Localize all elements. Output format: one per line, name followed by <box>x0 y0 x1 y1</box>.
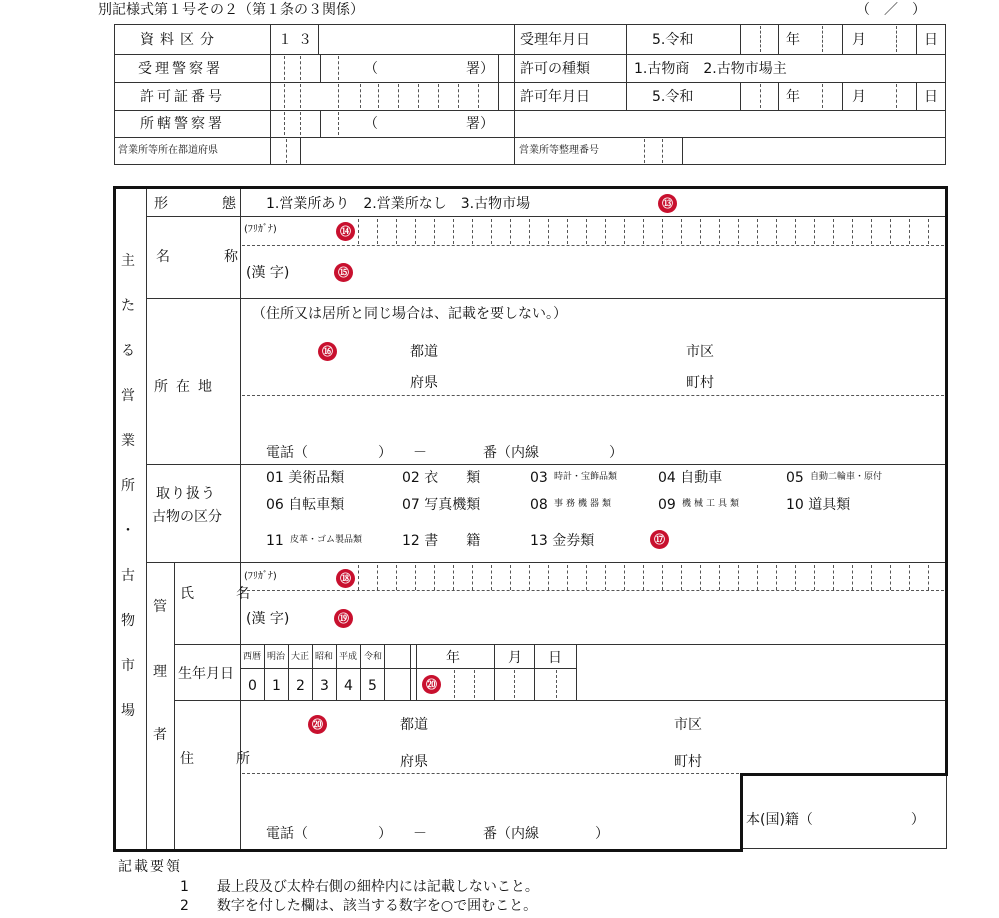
furigana-box-divider <box>624 219 625 244</box>
furigana-box-divider <box>681 565 682 590</box>
shozaichi-tel: 電話（ ） － 番（内線 ） <box>266 445 623 461</box>
furigana-box-divider <box>738 219 739 244</box>
notes-heading: 記載要領 <box>118 859 182 875</box>
furigana-box-divider <box>833 219 834 244</box>
furigana-box-divider <box>795 565 796 590</box>
furigana-box-divider <box>757 565 758 590</box>
shozaichi-todo: 都道 <box>410 344 438 360</box>
furigana-box-divider <box>776 565 777 590</box>
shiryo-kubun-label: 資料区分 <box>140 32 220 48</box>
note-2: 2 数字を付した欄は、該当する数字を○で囲むこと。 <box>180 898 538 914</box>
kobutsu-12: 12 書 籍 <box>402 533 481 549</box>
furigana-box-divider <box>776 219 777 244</box>
kobutsu-06: 06 自転車類 <box>266 497 345 513</box>
sho-paren-2: （ <box>364 116 378 132</box>
kobutsu-03-num: 03 <box>530 470 548 486</box>
era-meiji: 明治 <box>267 652 286 662</box>
furigana-box-divider <box>453 219 454 244</box>
keitai-label: 形 態 <box>154 196 256 212</box>
furigana-box-divider <box>548 565 549 590</box>
furigana-box-divider <box>358 219 359 244</box>
furigana-box-divider <box>833 565 834 590</box>
page-fraction: （ ／ ） <box>856 2 926 18</box>
meisho-kanji: (漢 字) <box>246 265 290 281</box>
jusho-shiku: 市区 <box>674 717 702 733</box>
kyoka-era: 5.令和 <box>652 89 694 105</box>
furigana-box-divider <box>700 219 701 244</box>
juri-keisatsusho-label: 受理警察署 <box>138 61 223 77</box>
birth-month: 月 <box>508 650 522 666</box>
jusho-fuken: 府県 <box>400 754 428 770</box>
num-19: ⑲ <box>334 609 353 628</box>
era-num-0: 0 <box>248 678 257 694</box>
furigana-box-divider <box>415 219 416 244</box>
furigana-box-divider <box>928 219 929 244</box>
juri-month: 月 <box>852 32 866 48</box>
furigana-box-divider <box>871 219 872 244</box>
num-15: ⑮ <box>334 263 353 282</box>
num-18: ⑱ <box>336 569 355 588</box>
furigana-box-divider <box>909 565 910 590</box>
furigana-box-divider <box>529 219 530 244</box>
era-taisho: 大正 <box>291 652 310 662</box>
era-num-5: 5 <box>368 678 377 694</box>
furigana-box-divider <box>890 219 891 244</box>
juri-era: 5.令和 <box>652 32 694 48</box>
furigana-box-divider <box>358 565 359 590</box>
num-14: ⑭ <box>336 222 355 241</box>
furigana-box-divider <box>719 565 720 590</box>
kyoka-month: 月 <box>852 89 866 105</box>
kyoka-shurui-options: 1.古物商 2.古物市場主 <box>634 61 787 77</box>
furigana-box-divider <box>472 565 473 590</box>
juri-year: 年 <box>786 32 800 48</box>
kobutsu-10: 10 道具類 <box>786 497 851 513</box>
kobutsu-13: 13 金券類 <box>530 533 595 549</box>
furigana-box-divider <box>510 219 511 244</box>
note-1: 1 最上段及び太枠右側の細枠内には記載しないこと。 <box>180 879 539 895</box>
era-num-1: 1 <box>272 678 281 694</box>
furigana-box-divider <box>529 565 530 590</box>
furigana-box-divider <box>643 219 644 244</box>
furigana-box-divider <box>719 219 720 244</box>
furigana-box-divider <box>434 565 435 590</box>
jusho-chouson: 町村 <box>674 754 702 770</box>
keitai-options: 1.営業所あり 2.営業所なし 3.古物市場 <box>266 196 531 212</box>
furigana-box-divider <box>491 565 492 590</box>
kobutsu-05-label: 自動二輪車・原付 <box>810 472 883 482</box>
shozaichi-label: 所在地 <box>154 379 220 395</box>
era-num-2: 2 <box>296 678 305 694</box>
shozaichi-chouson: 町村 <box>686 375 714 391</box>
kobutsu-label-2: 古物の区分 <box>152 509 222 525</box>
sho-paren-1: （ <box>364 61 378 77</box>
juri-date-label: 受理年月日 <box>520 32 590 48</box>
furigana-box-divider <box>453 565 454 590</box>
kobutsu-11-label: 皮革・ゴム製品類 <box>290 535 363 545</box>
kyoka-year: 年 <box>786 89 800 105</box>
shozaichi-fuken: 府県 <box>410 375 438 391</box>
furigana-box-divider <box>643 565 644 590</box>
furigana-box-divider <box>662 565 663 590</box>
furigana-box-divider <box>586 565 587 590</box>
kobutsu-01: 01 美術品類 <box>266 470 345 486</box>
furigana-box-divider <box>757 219 758 244</box>
furigana-box-divider <box>377 565 378 590</box>
kobutsu-07: 07 写真機類 <box>402 497 481 513</box>
kanri-label-1: 管 <box>153 599 167 615</box>
meisho-furigana: (ﾌﾘｶﾞﾅ) <box>244 224 277 235</box>
furigana-box-divider <box>605 565 606 590</box>
furigana-box-divider <box>396 219 397 244</box>
kyoka-shurui-label: 許可の種類 <box>520 61 590 77</box>
sho-suffix-2: 署） <box>466 116 494 132</box>
kobutsu-04: 04 自動車 <box>658 470 723 486</box>
eigyosho-todofuken-label: 営業所等所在都道府県 <box>118 145 218 156</box>
shozaichi-note: （住所又は居所と同じ場合は、記載を要しない。） <box>252 306 567 322</box>
kobutsu-08-label: 事務機器類 <box>554 499 615 509</box>
jusho-todo: 都道 <box>400 717 428 733</box>
sho-suffix-1: 署） <box>466 61 494 77</box>
furigana-box-divider <box>472 219 473 244</box>
furigana-box-divider <box>871 565 872 590</box>
furigana-box-divider <box>928 565 929 590</box>
era-showa: 昭和 <box>315 652 334 662</box>
era-seireki: 西暦 <box>243 652 262 662</box>
kobutsu-09-label: 機械工具類 <box>682 499 743 509</box>
furigana-box-divider <box>909 219 910 244</box>
eigyosho-kanri-label: 営業所等整理番号 <box>519 145 599 156</box>
furigana-box-divider <box>605 219 606 244</box>
furigana-box-divider <box>586 219 587 244</box>
meisho-label: 名 称 <box>156 249 258 265</box>
furigana-box-divider <box>567 565 568 590</box>
num-20-birth: ⑳ <box>422 675 441 694</box>
furigana-box-divider <box>548 219 549 244</box>
num-20-jusho: ⑳ <box>308 715 327 734</box>
shiryo-kubun-value: １３ <box>278 32 318 48</box>
kyokasho-bango-label: 許可証番号 <box>140 89 225 105</box>
kobutsu-05-num: 05 <box>786 470 804 486</box>
kobutsu-label-1: 取り扱う <box>156 486 216 502</box>
furigana-box-divider <box>700 565 701 590</box>
shokatsu-keisatsusho-label: 所轄警察署 <box>140 116 225 132</box>
furigana-box-divider <box>852 565 853 590</box>
jusho-tel: 電話（ ） － 番（内線 ） <box>266 826 609 842</box>
furigana-box-divider <box>377 219 378 244</box>
shozaichi-shiku: 市区 <box>686 344 714 360</box>
honseki: 本(国)籍（ ） <box>746 812 925 828</box>
kobutsu-08-num: 08 <box>530 497 548 513</box>
shimei-label: 氏 名 <box>180 586 264 602</box>
furigana-box-divider <box>814 219 815 244</box>
birth-year: 年 <box>446 650 460 666</box>
furigana-box-divider <box>624 565 625 590</box>
kobutsu-11-num: 11 <box>266 533 284 549</box>
kobutsu-09-num: 09 <box>658 497 676 513</box>
num-17: ⑰ <box>650 530 669 549</box>
furigana-box-divider <box>852 219 853 244</box>
kanri-label-3: 者 <box>153 727 167 743</box>
kyoka-day: 日 <box>924 89 938 105</box>
furigana-box-divider <box>738 565 739 590</box>
furigana-box-divider <box>681 219 682 244</box>
kobutsu-03-label: 時計・宝飾品類 <box>554 472 618 482</box>
form-title: 別記様式第１号その２（第１条の３関係） <box>98 2 364 18</box>
shimei-kanji: (漢 字) <box>246 611 290 627</box>
era-reiwa: 令和 <box>364 652 383 662</box>
era-heisei: 平成 <box>339 652 358 662</box>
furigana-box-divider <box>491 219 492 244</box>
furigana-box-divider <box>567 219 568 244</box>
kanri-label-2: 理 <box>153 664 167 680</box>
furigana-box-divider <box>795 219 796 244</box>
furigana-box-divider <box>434 219 435 244</box>
birth-label: 生年月日 <box>178 666 234 682</box>
era-num-4: 4 <box>344 678 353 694</box>
furigana-box-divider <box>510 565 511 590</box>
furigana-box-divider <box>814 565 815 590</box>
kobutsu-02: 02 衣 類 <box>402 470 481 486</box>
furigana-box-divider <box>396 565 397 590</box>
kyoka-date-label: 許可年月日 <box>520 89 590 105</box>
num-16: ⑯ <box>318 342 337 361</box>
era-num-3: 3 <box>320 678 329 694</box>
furigana-box-divider <box>415 565 416 590</box>
birth-day: 日 <box>548 650 562 666</box>
jusho-label: 住 所 <box>180 751 264 767</box>
juri-day: 日 <box>924 32 938 48</box>
furigana-box-divider <box>662 219 663 244</box>
furigana-box-divider <box>890 565 891 590</box>
num-13: ⑬ <box>658 194 677 213</box>
shimei-furigana: (ﾌﾘｶﾞﾅ) <box>244 571 277 582</box>
